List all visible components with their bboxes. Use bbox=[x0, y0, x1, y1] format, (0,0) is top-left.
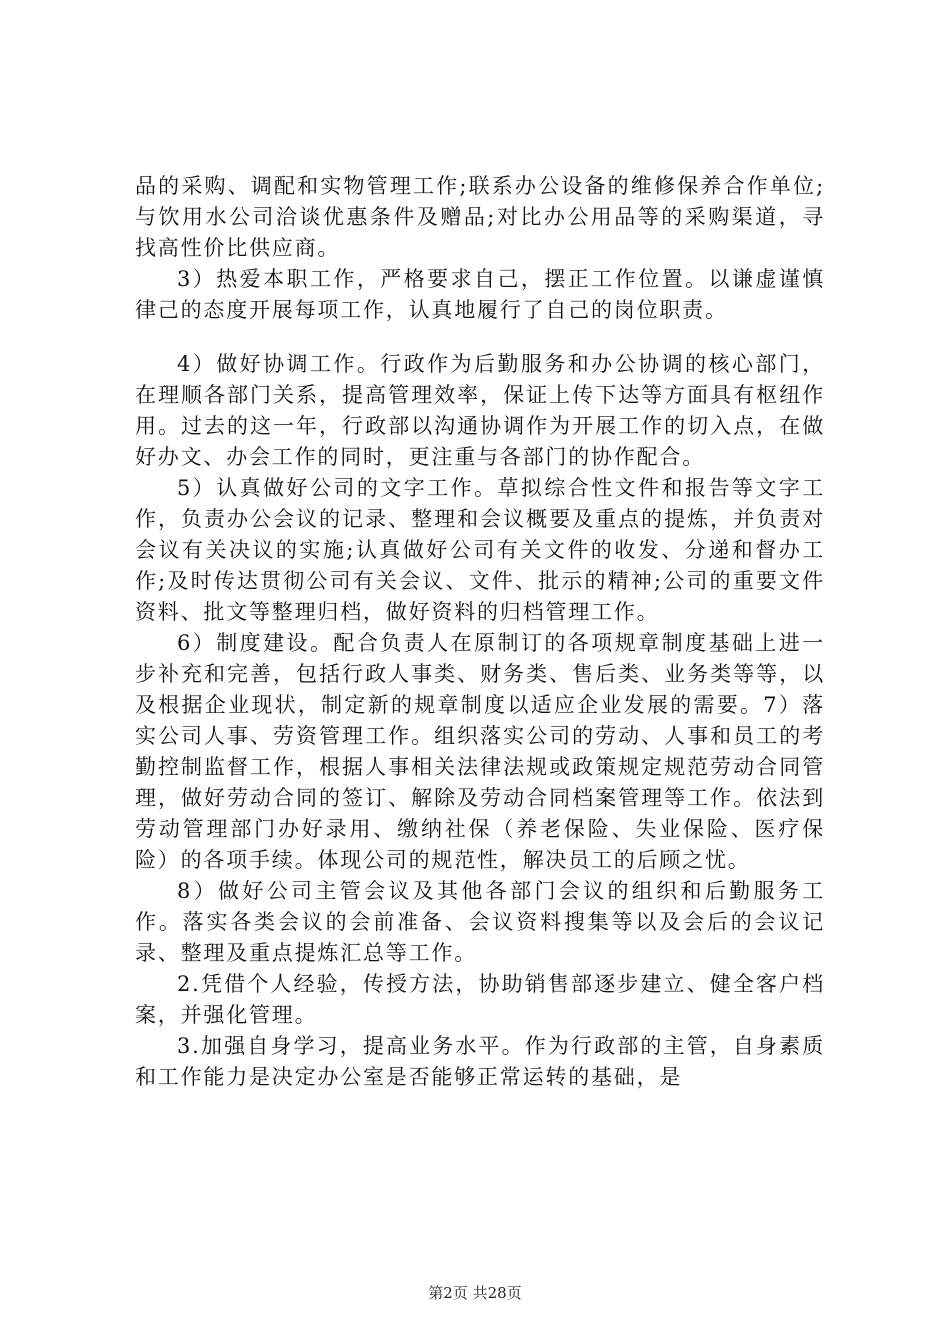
page-number-label: 第2页 共28页 bbox=[428, 1284, 522, 1302]
paragraph-section-3: 3.加强自身学习，提高业务水平。作为行政部的主管，自身素质和工作能力是决定办公室是否能够正常运转的基础，是 bbox=[135, 1034, 825, 1089]
paragraph-section-2: 2.凭借个人经验，传授方法，协助销售部逐步建立、健全客户档案，并强化管理。 bbox=[135, 972, 825, 1027]
paragraph-item-5: 5）认真做好公司的文字工作。草拟综合性文件和报告等文字工作，负责办公会议的记录、整理和会议概要及重点的提炼，并负责对会议有关决议的实施;认真做好公司有关文件的收发、分递和督办工作;及时传达贯彻公司有关会议、文件、批示的精神;公司的重要文件资料、批文等整理归档，做好资料的归档管理工作。 bbox=[135, 476, 825, 624]
page-footer bbox=[0, 1283, 950, 1303]
paragraph-continuation: 品的采购、调配和实物管理工作;联系办公设备的维修保养合作单位;与饮用水公司洽谈优惠条件及赠品;对比办公用品等的采购渠道，寻找高性价比供应商。 bbox=[135, 174, 825, 260]
paragraph-item-6-7: 6）制度建设。配合负责人在原制订的各项规章制度基础上进一步补充和完善，包括行政人事类、财务类、售后类、业务类等等，以及根据企业现状，制定新的规章制度以适应企业发展的需要。7）落实公司人事、劳资管理工作。组织落实公司的劳动、人事和员工的考勤控制监督工作，根据人事相关法律法规或政策规定规范劳动合同管理，做好劳动合同的签订、解除及劳动合同档案管理等工作。依法到劳动管理部门办好录用、缴纳社保（养老保险、失业保险、医疗保险）的各项手续。体现公司的规范性，解决员工的后顾之忧。 bbox=[135, 631, 825, 872]
paragraph-item-8: 8）做好公司主管会议及其他各部门会议的组织和后勤服务工作。落实各类会议的会前准备、会议资料搜集等以及会后的会议记录、整理及重点提炼汇总等工作。 bbox=[135, 879, 825, 965]
paragraph-item-4: 4）做好协调工作。行政作为后勤服务和办公协调的核心部门，在理顺各部门关系，提高管理效率，保证上传下达等方面具有枢纽作用。过去的这一年，行政部以沟通协调作为开展工作的切入点，在做好办文、办会工作的同时，更注重与各部门的协作配合。 bbox=[135, 352, 825, 469]
document-body bbox=[135, 171, 825, 1093]
paragraph-item-3: 3）热爱本职工作，严格要求自己，摆正工作位置。以谦虚谨慎律己的态度开展每项工作，认真地履行了自己的岗位职责。 bbox=[135, 267, 825, 322]
